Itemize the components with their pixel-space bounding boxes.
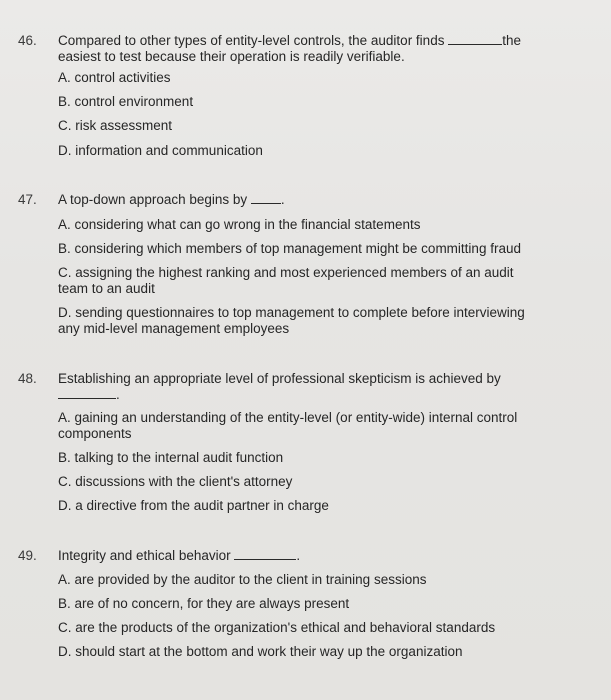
option-b: B. are of no concern, for they are always present (58, 596, 350, 611)
option-b: B. considering which members of top management might be committing fraud (58, 241, 521, 256)
question-number: 46. (18, 33, 37, 48)
question-number: 49. (18, 548, 37, 563)
question-number: 47. (18, 192, 37, 207)
answer-blank (448, 33, 502, 45)
option-b: B. control environment (58, 94, 194, 109)
answer-blank (251, 192, 281, 204)
answer-blank (234, 548, 296, 560)
option-d: D. sending questionnaires to top management to complete before interviewing any mid-level management employees (58, 305, 525, 336)
option-a: A. gaining an understanding of the entity-level (or entity-wide) internal control components (58, 410, 518, 441)
answer-blank (58, 387, 116, 399)
option-a: A. are provided by the auditor to the client in training sessions (58, 572, 427, 587)
option-c: C. discussions with the client's attorney (58, 474, 293, 489)
option-c: C. risk assessment (58, 118, 173, 133)
question-stem: Compared to other types of entity-level controls, the auditor finds the easiest to test because their operation is readily verifiable. (58, 33, 521, 64)
question-stem: A top-down approach begins by . (58, 192, 285, 207)
option-a: A. considering what can go wrong in the financial statements (58, 217, 421, 232)
option-d: D. a directive from the audit partner in charge (58, 498, 329, 513)
option-d: D. should start at the bottom and work their way up the organization (58, 644, 463, 659)
option-c: C. assigning the highest ranking and most experienced members of an audit team to an audit (58, 265, 514, 296)
question-stem: Integrity and ethical behavior . (58, 548, 301, 563)
option-d: D. information and communication (58, 143, 263, 158)
question-number: 48. (18, 371, 37, 386)
option-a: A. control activities (58, 70, 171, 85)
option-c: C. are the products of the organization's ethical and behavioral standards (58, 620, 496, 635)
option-b: B. talking to the internal audit function (58, 450, 284, 465)
question-stem: Establishing an appropriate level of professional skepticism is achieved by . (58, 371, 501, 402)
